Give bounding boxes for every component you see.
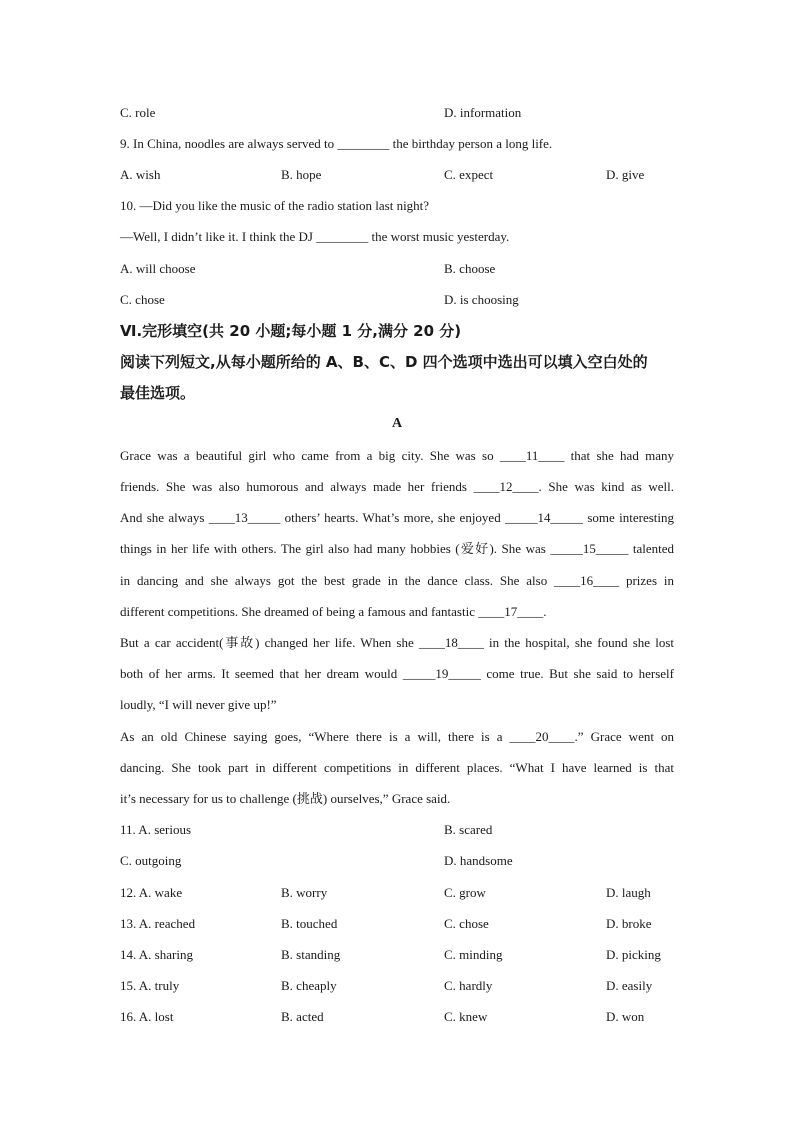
q15-option-a: 15. A. truly: [120, 978, 180, 993]
q14-option-b: B. standing: [281, 947, 341, 962]
q9-option-b: B. hope: [281, 167, 322, 182]
q13-option-c: C. chose: [444, 916, 489, 931]
q9-option-c: C. expect: [444, 167, 494, 182]
q13-option-b: B. touched: [281, 916, 338, 931]
q8-option-d: D. information: [444, 105, 522, 120]
passage-line-10: As an old Chinese saying goes, “Where there is a will, there is a ____20____.” Grace went on: [120, 729, 674, 744]
q10-option-c: C. chose: [120, 292, 165, 307]
q10-reply: —Well, I didn’t like it. I think the DJ ________ the worst music yesterday.: [120, 229, 510, 244]
q9-option-a: A. wish: [120, 167, 161, 182]
q11-option-b: B. scared: [444, 822, 493, 837]
q13-option-a: 13. A. reached: [120, 916, 196, 931]
q15-option-c: C. hardly: [444, 978, 493, 993]
q16-option-d: D. won: [606, 1009, 645, 1024]
section-instruction-line2: 最佳选项。: [120, 384, 196, 402]
q12-option-b: B. worry: [281, 885, 328, 900]
passage-line-12: it’s necessary for us to challenge (挑战) ourselves,” Grace said.: [120, 791, 451, 806]
q15-option-d: D. easily: [606, 978, 653, 993]
passage-line-7: But a car accident(事故) changed her life. When she ____18____ in the hospital, she found she lost: [120, 635, 674, 650]
passage-line-6: different competitions. She dreamed of being a famous and fantastic ____17____.: [120, 604, 547, 619]
q12-option-c: C. grow: [444, 885, 486, 900]
q16-option-a: 16. A. lost: [120, 1009, 174, 1024]
passage-line-5: in dancing and she always got the best grade in the dance class. She also ____16____ prizes in: [120, 573, 674, 588]
passage-line-8: both of her arms. It seemed that her dream would _____19_____ come true. But she said to herself: [120, 666, 674, 681]
q10-option-d: D. is choosing: [444, 292, 519, 307]
passage-label: A: [391, 416, 403, 431]
q10-option-b: B. choose: [444, 261, 496, 276]
passage-line-9: loudly, “I will never give up!”: [120, 697, 277, 712]
passage-line-11: dancing. She took part in different competitions in different places. “What I have learned is that: [120, 760, 674, 775]
q10-option-a: A. will choose: [120, 261, 196, 276]
q9-stem: 9. In China, noodles are always served to ________ the birthday person a long life.: [120, 136, 553, 151]
q12-option-a: 12. A. wake: [120, 885, 183, 900]
q12-option-d: D. laugh: [606, 885, 651, 900]
q11-option-c: C. outgoing: [120, 853, 182, 868]
q14-option-a: 14. A. sharing: [120, 947, 193, 962]
q15-option-b: B. cheaply: [281, 978, 337, 993]
passage-line-4: things in her life with others. The girl also had many hobbies (爱好). She was _____15_____ talented: [120, 541, 674, 556]
passage-line-1: Grace was a beautiful girl who came from a big city. She was so ____11____ that she had many: [120, 448, 674, 463]
section-title: Ⅵ.完形填空(共 20 小题;每小题 1 分,满分 20 分): [120, 322, 462, 340]
q14-option-d: D. picking: [606, 947, 661, 962]
q8-option-c: C. role: [120, 105, 156, 120]
passage-line-3: And she always ____13_____ others’ hearts. What’s more, she enjoyed _____14_____ some interesting: [120, 510, 674, 525]
passage-line-2: friends. She was also humorous and always made her friends ____12____. She was kind as well.: [120, 479, 674, 494]
q16-option-c: C. knew: [444, 1009, 488, 1024]
q13-option-d: D. broke: [606, 916, 652, 931]
q10-stem: 10. —Did you like the music of the radio station last night?: [120, 198, 430, 213]
q11-option-a: 11. A. serious: [120, 822, 192, 837]
q14-option-c: C. minding: [444, 947, 503, 962]
q9-option-d: D. give: [606, 167, 645, 182]
section-instruction-line1: 阅读下列短文,从每小题所给的 A、B、C、D 四个选项中选出可以填入空白处的: [120, 353, 648, 371]
q11-option-d: D. handsome: [444, 853, 513, 868]
q16-option-b: B. acted: [281, 1009, 324, 1024]
